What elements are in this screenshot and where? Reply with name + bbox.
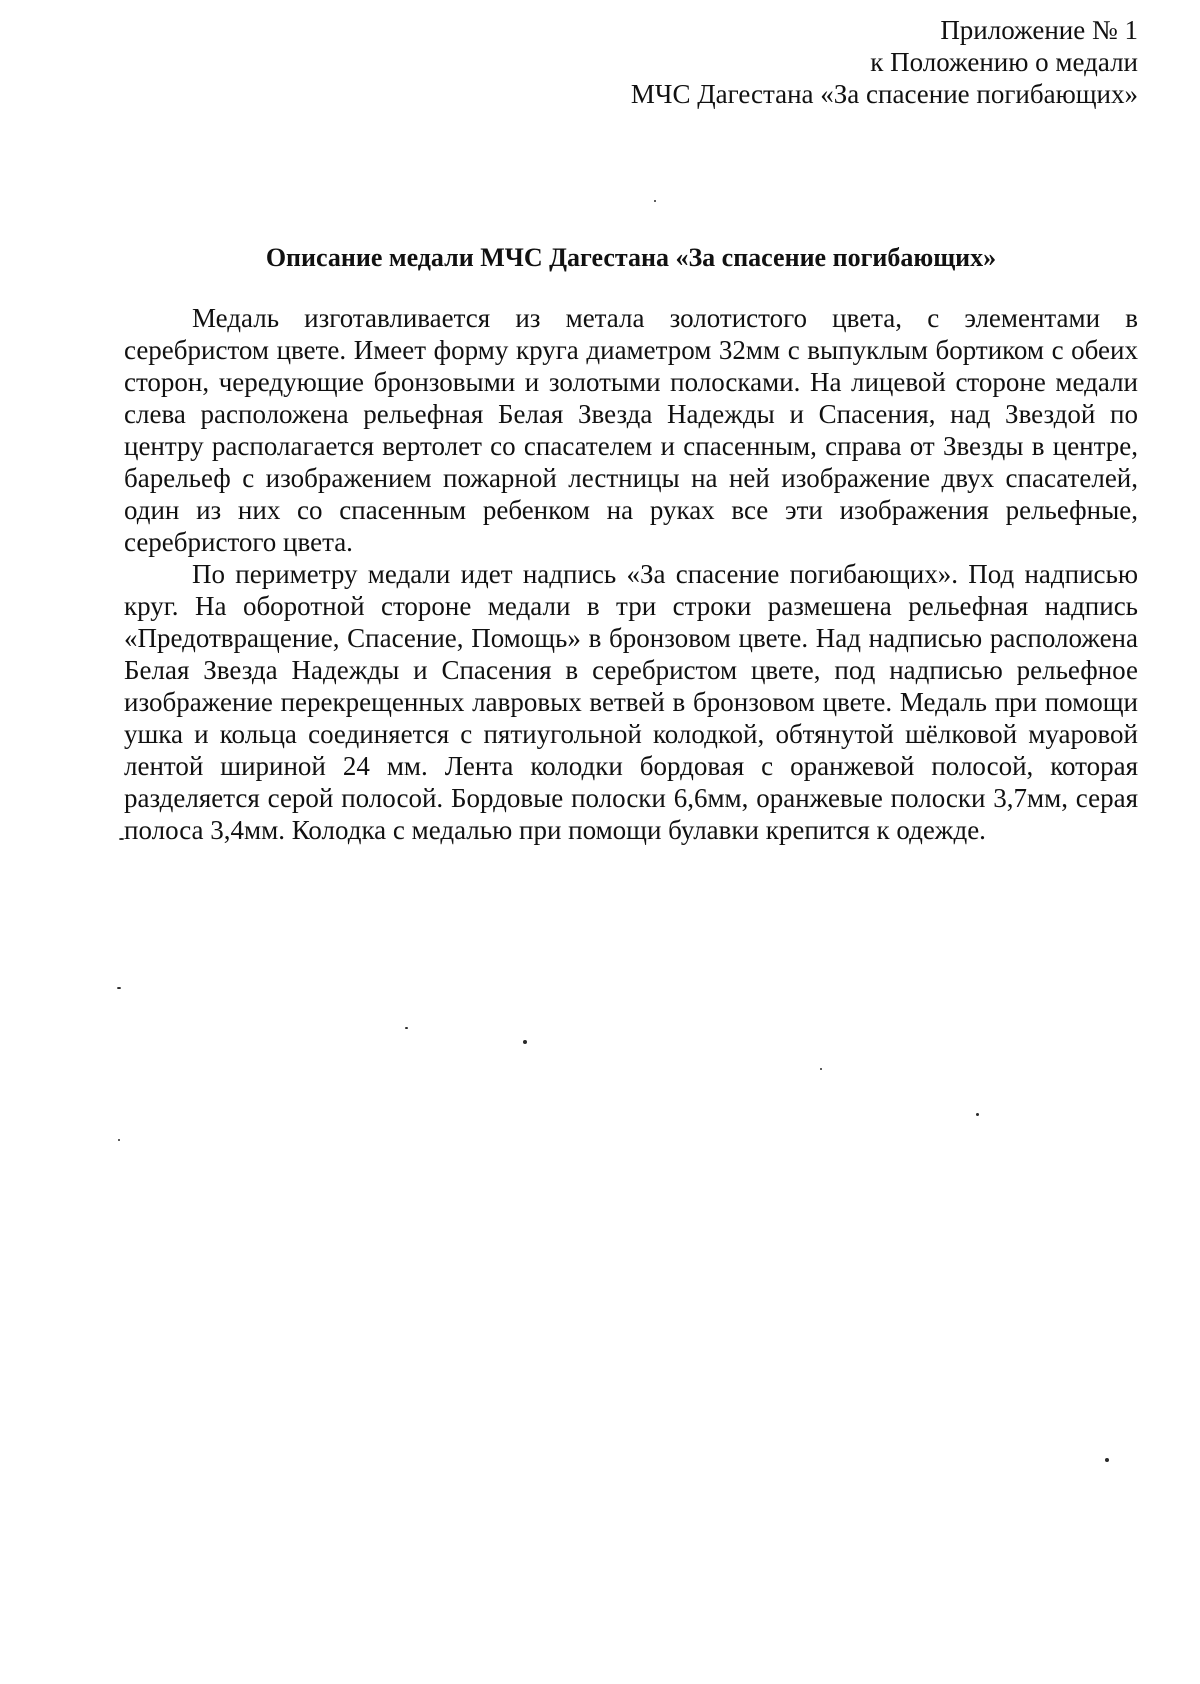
paragraph-front-side: Медаль изготавливается из метала золотистого цвета, с элементами в серебристом цвете. Имеет форму круга диаметром 32мм с выпуклым бортиком с обеих сторон, чередующие бронзовыми и золотыми полосками. На лицевой стороне медали слева расположена рельефная Белая Звезда Надежды и Спасения, над Звездой по центру располагается вертолет со спасателем и спасенным, справа от Звезды в центре, барельеф с изображением пожарной лестницы на ней изображение двух спасателей, один из них со спасенным ребенком на руках все эти изображения рельефные, серебристого цвета. bbox=[124, 303, 1138, 557]
appendix-number: Приложение № 1 bbox=[940, 15, 1138, 45]
scan-speck bbox=[654, 200, 656, 202]
paragraph-reverse-side: По периметру медали идет надпись «За спасение погибающих». Под надписью круг. На оборотной стороне медали в три строки размешена рельефная надпись «Предотвращение, Спасение, Помощь» в бронзовом цвете. Над надписью расположена Белая Звезда Надежды и Спасения в серебристом цвете, под надписью рельефное изображение перекрещенных лавровых ветвей в бронзовом цвете. Медаль при помощи ушка и кольца соединяется с пятиугольной колодкой, обтянутой шёлковой муаровой лентой шириной 24 мм. Лента колодки бордовая с оранжевой полосой, которая разделяется серой полосой. Бордовые полоски 6,6мм, оранжевые полоски 3,7мм, серая полоса 3,4мм. Колодка с медалью при помощи булавки крепится к одежде. bbox=[124, 559, 1138, 845]
document-title: Описание медали МЧС Дагестана «За спасение погибающих» bbox=[265, 243, 997, 272]
scan-speck bbox=[523, 1040, 527, 1044]
scan-speck bbox=[976, 1113, 979, 1116]
scan-speck bbox=[820, 1068, 822, 1070]
appendix-reference: к Положению о медали bbox=[870, 47, 1138, 77]
document-body bbox=[124, 302, 1138, 846]
appendix-medal-name: МЧС Дагестана «За спасение погибающих» bbox=[630, 79, 1138, 109]
scan-speck bbox=[117, 987, 121, 989]
scan-speck bbox=[1105, 1458, 1109, 1462]
scan-speck bbox=[405, 1027, 408, 1029]
appendix-header bbox=[631, 14, 1138, 110]
scan-speck bbox=[118, 1139, 120, 1141]
scan-speck bbox=[119, 838, 124, 840]
